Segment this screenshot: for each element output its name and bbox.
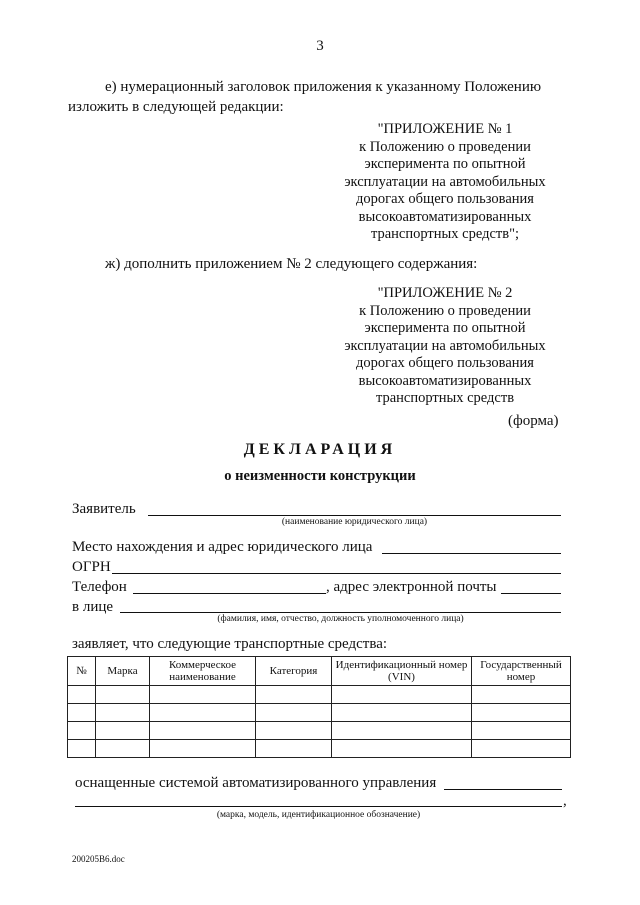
table-row <box>68 722 571 740</box>
table-cell[interactable] <box>256 704 332 722</box>
ogrn-field-line[interactable] <box>112 573 561 574</box>
column-header-vin: Идентификационный номер (VIN) <box>332 657 472 686</box>
applicant-caption: (наименование юридического лица) <box>281 517 428 527</box>
applicant-field-line[interactable] <box>148 515 561 516</box>
equipped-caption: (марка, модель, идентификационное обозначение) <box>216 810 421 820</box>
table-cell[interactable] <box>96 722 150 740</box>
item-e-line1: е) нумерационный заголовок приложения к указанному Положению <box>105 79 542 95</box>
table-cell[interactable] <box>472 740 571 758</box>
email-field-line[interactable] <box>501 593 561 594</box>
table-cell[interactable] <box>256 722 332 740</box>
table-cell[interactable] <box>68 740 96 758</box>
declares-text: заявляет, что следующие транспортные средства: <box>72 636 388 652</box>
table-cell[interactable] <box>332 704 472 722</box>
table-row <box>68 686 571 704</box>
item-zh: ж) дополнить приложением № 2 следующего содержания: <box>105 256 478 272</box>
appendix-2-line: эксперимента по опытной <box>364 320 526 336</box>
table-cell[interactable] <box>256 686 332 704</box>
column-header-brand: Марка <box>96 657 150 686</box>
equipped-comma: , <box>563 793 567 809</box>
declaration-title: ДЕКЛАРАЦИЯ <box>243 441 397 458</box>
email-label: , адрес электронной почты <box>326 579 497 595</box>
table-row <box>68 740 571 758</box>
table-cell[interactable] <box>150 704 256 722</box>
person-field-line[interactable] <box>120 612 561 613</box>
person-caption: (фамилия, имя, отчество, должность уполномоченного лица) <box>217 614 464 624</box>
table-cell[interactable] <box>472 722 571 740</box>
table-cell[interactable] <box>332 740 472 758</box>
vehicles-table <box>67 656 571 758</box>
phone-label: Телефон <box>72 579 127 595</box>
appendix-1-line: дорогах общего пользования <box>356 191 534 207</box>
address-label: Место нахождения и адрес юридического лица <box>72 539 373 555</box>
person-label: в лице <box>72 599 114 615</box>
appendix-1-line: эксперимента по опытной <box>364 156 526 172</box>
item-e-line2: изложить в следующей редакции: <box>68 99 284 115</box>
appendix-1-line: эксплуатации на автомобильных <box>344 173 546 190</box>
table-cell[interactable] <box>472 686 571 704</box>
forma-label: (форма) <box>508 413 559 429</box>
appendix-2-line: высокоавтоматизированных <box>358 372 532 389</box>
table-cell[interactable] <box>96 686 150 704</box>
applicant-label: Заявитель <box>72 501 136 517</box>
table-cell[interactable] <box>256 740 332 758</box>
equipped-text: оснащенные системой автоматизированного управления <box>75 775 437 791</box>
table-cell[interactable] <box>150 686 256 704</box>
appendix-1-line: "ПРИЛОЖЕНИЕ № 1 <box>377 121 513 137</box>
table-row <box>68 704 571 722</box>
column-header-plate: Государственный номер <box>472 657 571 686</box>
appendix-2-line: эксплуатации на автомобильных <box>344 337 546 354</box>
table-cell[interactable] <box>332 686 472 704</box>
appendix-2-line: к Положению о проведении <box>359 302 531 319</box>
equipped-second-line[interactable] <box>75 806 562 807</box>
ogrn-label: ОГРН <box>72 559 111 575</box>
appendix-2-line: транспортных средств <box>375 390 515 406</box>
equipped-field-line[interactable] <box>444 789 562 790</box>
address-field-line[interactable] <box>382 553 561 554</box>
table-cell[interactable] <box>68 722 96 740</box>
appendix-1-line: транспортных средств"; <box>370 226 520 242</box>
table-cell[interactable] <box>68 686 96 704</box>
appendix-1-line: к Положению о проведении <box>359 138 531 155</box>
appendix-2-line: дорогах общего пользования <box>356 355 534 371</box>
table-cell[interactable] <box>96 704 150 722</box>
table-cell[interactable] <box>150 722 256 740</box>
appendix-2-block <box>330 285 560 408</box>
appendix-2-line: "ПРИЛОЖЕНИЕ № 2 <box>377 285 513 301</box>
table-cell[interactable] <box>96 740 150 758</box>
page-number: 3 <box>316 38 324 54</box>
table-header-row <box>68 657 571 686</box>
column-header-commercial-name: Коммерческое наименование <box>150 657 256 686</box>
column-header-number: № <box>68 657 96 686</box>
table-cell[interactable] <box>150 740 256 758</box>
appendix-1-line: высокоавтоматизированных <box>358 208 532 225</box>
table-cell[interactable] <box>472 704 571 722</box>
table-cell[interactable] <box>68 704 96 722</box>
footer-doc-code: 200205B6.doc <box>72 854 125 864</box>
table-cell[interactable] <box>332 722 472 740</box>
column-header-category: Категория <box>256 657 332 686</box>
declaration-subtitle: о неизменности конструкции <box>224 468 416 484</box>
phone-field-line[interactable] <box>133 593 326 594</box>
appendix-1-block <box>330 121 560 244</box>
